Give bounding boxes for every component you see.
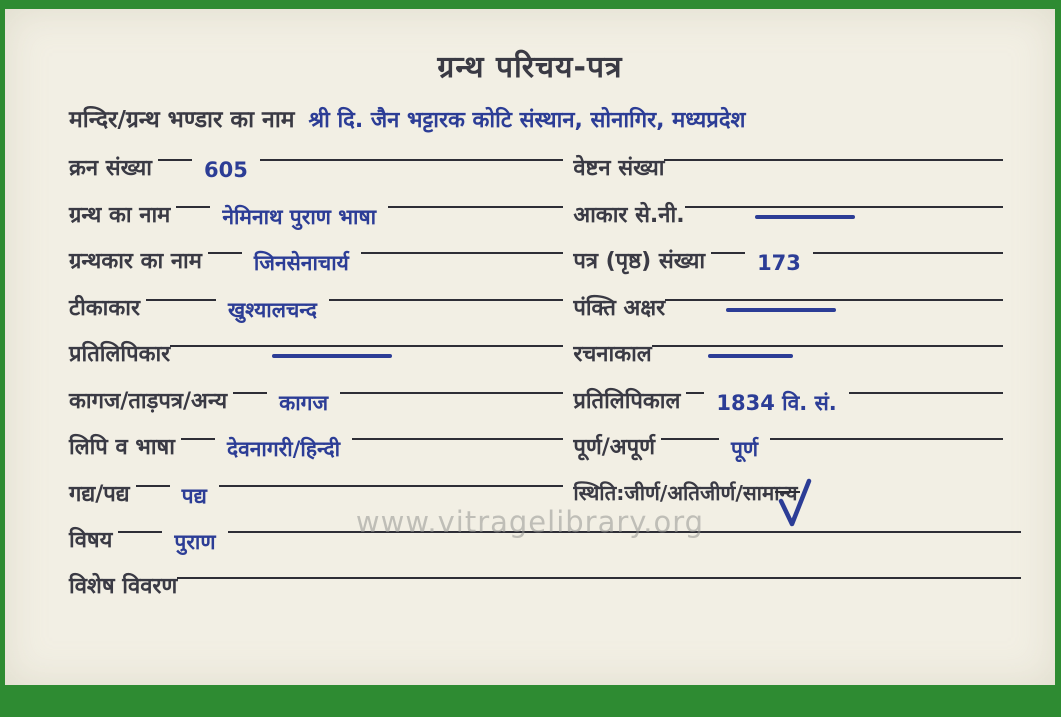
rule-line [813,252,1003,254]
rule-line [329,299,563,301]
rule-line [181,438,215,440]
page-title: ग्रन्थ परिचय-पत्र [437,50,623,85]
rule-line [170,345,563,347]
field-value: देवनागरी/हिन्दी [226,437,341,462]
rule-line [665,299,1003,301]
field-value: नेमिनाथ पुराण भाषा [222,204,377,229]
field-size-cm [573,191,1003,238]
field-label: विशेष विवरण [69,574,178,599]
ink-dash [708,354,793,358]
watermark-text: www.vitragelibrary.org [355,505,705,539]
field-copy-date [573,377,1003,424]
field-label: स्थिति:जीर्ण/अतिजीर्ण/ [573,480,743,505]
rule-line [361,252,563,254]
rule-line [136,485,170,487]
rule-line [219,485,564,487]
catalog-card [5,9,1055,685]
field-label: लिपि व भाषा [69,435,175,461]
field-label: मन्दिर/ग्रन्थ भण्डार का नाम [69,107,295,133]
field-subject [69,516,1021,562]
field-page-count [573,237,1003,284]
field-author-name [69,237,563,284]
rule-line [158,159,192,161]
field-value: 1834 वि. सं. [716,390,837,415]
field-label: कागज/ताड़पत्र/अन्य [69,388,228,414]
rule-line [177,577,1021,579]
field-label: पत्र (पृष्ठ) संख्या [573,249,706,275]
field-value: 173 [757,251,801,276]
field-material [69,377,563,424]
field-label: आकार से.नी. [573,202,685,228]
rule-line [260,159,564,161]
field-copyist [69,330,563,377]
rule-line [176,206,210,208]
rule-line [770,438,1003,440]
field-bundle-number [573,144,1003,191]
field-value: जिनसेनाचार्य [253,251,349,276]
field-value: पुराण [174,530,216,554]
rule-line [661,438,719,440]
rule-line [340,392,563,394]
full-width-fields [69,516,1021,608]
rule-line [685,206,1003,208]
field-value: 605 [203,158,248,183]
field-value: पूर्ण [730,437,759,462]
field-composition-date [573,330,1003,377]
field-temple-name [69,102,1015,134]
rule-line [228,531,1021,533]
field-label: प्रतिलिपिकार [69,342,171,368]
field-lines-letters [573,284,1003,331]
field-label: टीकाकार [69,295,140,321]
field-commentator [69,284,563,331]
rule-line [118,531,162,533]
rule-line [352,438,563,440]
field-label: गद्य/पद्य [69,481,130,507]
field-value: श्री दि. जैन भट्टारक कोटि संस्थान, सोनागिर, मध्यप्रदेश [308,108,746,133]
fields-grid [69,144,993,516]
field-script-language [69,423,563,470]
field-book-name [69,191,563,238]
field-label: पूर्ण/अपूर्ण [573,435,655,461]
field-label: वेष्टन संख्या [573,156,665,182]
field-complete-incomplete [573,423,1003,470]
field-value: खुश्यालचन्द [227,297,317,322]
field-condition [573,470,1003,517]
condition-checked-option: सामान्य [743,479,798,507]
rule-line [711,252,745,254]
ink-dash [755,215,855,219]
rule-line [146,299,216,301]
field-value: पद्य [181,483,207,508]
field-label: ग्रन्थकार का नाम [69,249,202,275]
rule-line [388,206,563,208]
rule-line [233,392,267,394]
rule-line [686,392,704,394]
rule-line [652,345,1003,347]
rule-line [208,252,242,254]
rule-line [849,392,1003,394]
field-label: पंक्ति अक्षर [573,295,666,321]
field-serial-number [69,144,563,191]
field-label: रचनाकाल [573,342,652,368]
field-value: कागज [279,390,329,415]
field-label: प्रतिलिपिकाल [573,388,681,414]
field-label: विषय [69,528,113,553]
field-label: ग्रन्थ का नाम [69,202,171,228]
field-special-details [69,562,1021,608]
ink-dash [272,354,392,358]
rule-line [664,159,1003,161]
field-label: क्रन संख्या [69,156,152,182]
ink-dash [726,308,836,312]
field-prose-verse [69,470,563,517]
